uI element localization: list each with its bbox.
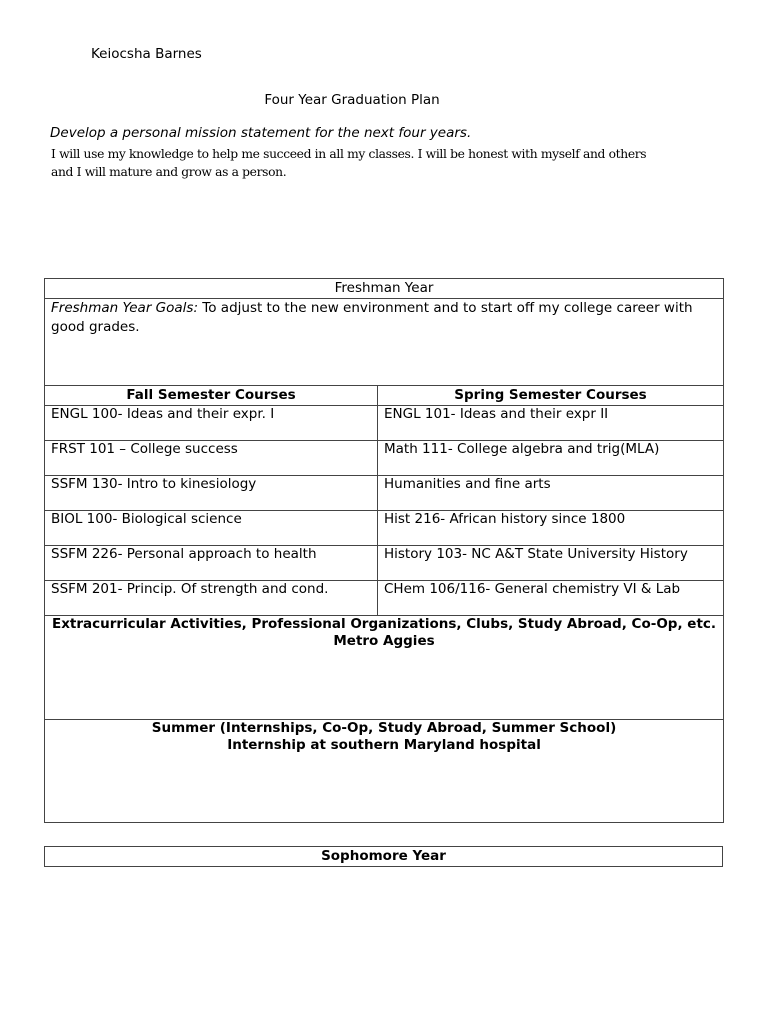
spring-course: ENGL 101- Ideas and their expr II [378,406,724,441]
fall-semester-header: Fall Semester Courses [45,386,378,406]
spring-course: Hist 216- African history since 1800 [378,511,724,546]
fall-course: SSFM 201- Princip. Of strength and cond. [45,581,378,616]
fall-course: SSFM 226- Personal approach to health [45,546,378,581]
summer-header: Summer (Internships, Co-Op, Study Abroad, Summer School) [151,720,617,736]
extracurricular-cell [45,616,724,720]
freshman-goals-label: Freshman Year Goals: [51,300,198,316]
extracurricular-value: Metro Aggies [333,633,435,649]
table-row [45,441,724,476]
document-title: Four Year Graduation Plan [264,92,440,108]
fall-course: SSFM 130- Intro to kinesiology [45,476,378,511]
spring-semester-header: Spring Semester Courses [378,386,724,406]
table-row [45,511,724,546]
summer-cell [45,720,724,823]
mission-statement [51,145,691,181]
sophomore-year-table [44,846,723,867]
spring-course: History 103- NC A&T State University History [378,546,724,581]
table-row [45,546,724,581]
summer-value: Internship at southern Maryland hospital [227,737,541,753]
spring-course: Math 111- College algebra and trig(MLA) [378,441,724,476]
table-row [45,406,724,441]
freshman-goals-cell [45,299,724,386]
mission-line-2: and I will mature and grow as a person. [51,165,287,179]
table-row [45,476,724,511]
spring-course: Humanities and fine arts [378,476,724,511]
fall-course: ENGL 100- Ideas and their expr. I [45,406,378,441]
spring-course: CHem 106/116- General chemistry VI & Lab [378,581,724,616]
fall-course: BIOL 100- Biological science [45,511,378,546]
author-name: Keiocsha Barnes [91,46,202,62]
sophomore-year-header: Sophomore Year [45,847,723,867]
table-row [45,581,724,616]
freshman-goals-text: To adjust to the new environment and to start off my college career with good grades. [51,300,693,335]
extracurricular-header: Extracurricular Activities, Professional Organizations, Clubs, Study Abroad, Co-Op, etc. [51,616,717,632]
mission-line-1: I will use my knowledge to help me succeed in all my classes. I will be honest with myself and others [51,147,647,161]
fall-course: FRST 101 – College success [45,441,378,476]
mission-prompt: Develop a personal mission statement for the next four years. [50,125,472,141]
freshman-year-table [44,278,724,823]
freshman-year-header: Freshman Year [45,279,724,299]
